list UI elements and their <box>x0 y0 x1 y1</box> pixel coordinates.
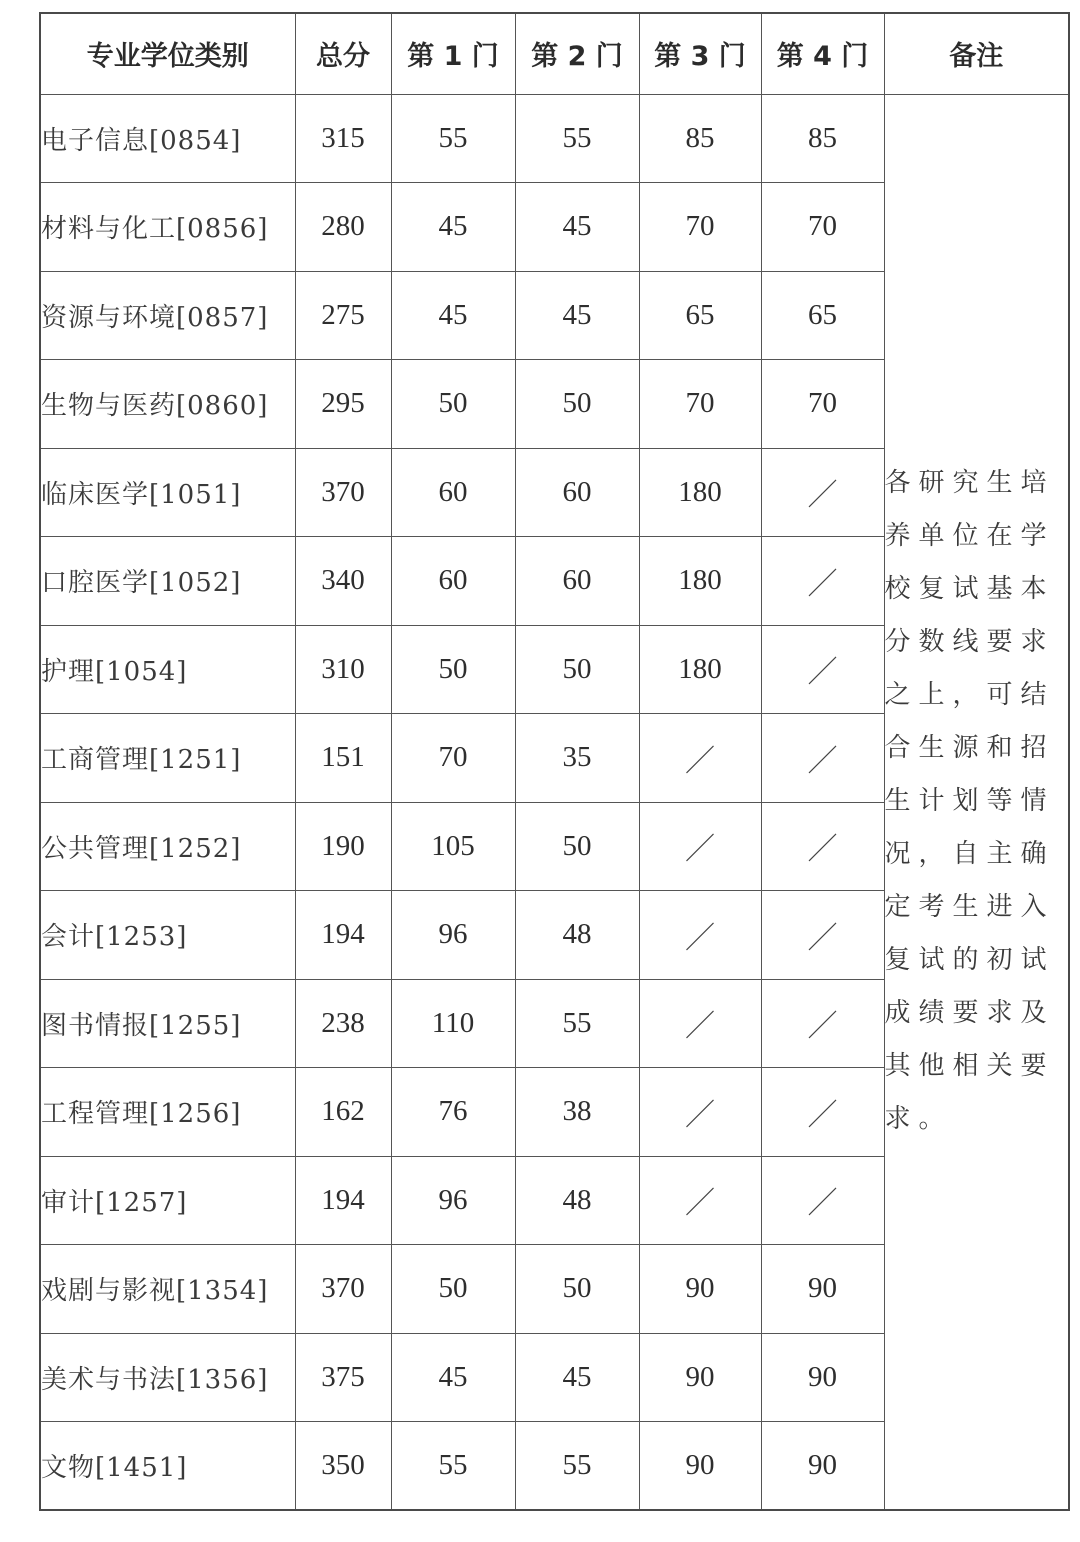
subject-4-score-cell: ／ <box>761 891 884 980</box>
total-score-cell: 295 <box>295 360 391 449</box>
category-cell: 护理[1054] <box>40 625 295 714</box>
subject-3-score-cell: 180 <box>639 448 761 537</box>
subject-4-score-cell: 90 <box>761 1245 884 1334</box>
category-cell: 资源与环境[0857] <box>40 271 295 360</box>
subject-1-score-cell: 55 <box>391 1422 515 1511</box>
header-subject-4: 第 4 门 <box>761 13 884 94</box>
total-score-cell: 340 <box>295 537 391 626</box>
subject-2-score-cell: 45 <box>515 183 639 272</box>
subject-3-score-cell: ／ <box>639 891 761 980</box>
subject-3-score-cell: 90 <box>639 1333 761 1422</box>
subject-3-score-cell: 180 <box>639 625 761 714</box>
category-cell: 文物[1451] <box>40 1422 295 1511</box>
subject-1-score-cell: 45 <box>391 183 515 272</box>
header-subject-2: 第 2 门 <box>515 13 639 94</box>
subject-1-score-cell: 76 <box>391 1068 515 1157</box>
total-score-cell: 275 <box>295 271 391 360</box>
subject-2-score-cell: 50 <box>515 360 639 449</box>
header-row <box>40 13 1069 94</box>
subject-3-score-cell: 90 <box>639 1245 761 1334</box>
total-score-cell: 162 <box>295 1068 391 1157</box>
category-cell: 会计[1253] <box>40 891 295 980</box>
category-cell: 审计[1257] <box>40 1156 295 1245</box>
category-cell: 工程管理[1256] <box>40 1068 295 1157</box>
subject-1-score-cell: 45 <box>391 1333 515 1422</box>
category-cell: 口腔医学[1052] <box>40 537 295 626</box>
total-score-cell: 350 <box>295 1422 391 1511</box>
subject-1-score-cell: 50 <box>391 625 515 714</box>
subject-4-score-cell: ／ <box>761 1156 884 1245</box>
table-body <box>40 94 1069 1510</box>
subject-2-score-cell: 55 <box>515 979 639 1068</box>
subject-4-score-cell: 70 <box>761 183 884 272</box>
subject-3-score-cell: 65 <box>639 271 761 360</box>
subject-4-score-cell: 70 <box>761 360 884 449</box>
total-score-cell: 315 <box>295 94 391 183</box>
subject-4-score-cell: ／ <box>761 448 884 537</box>
total-score-cell: 280 <box>295 183 391 272</box>
subject-2-score-cell: 38 <box>515 1068 639 1157</box>
subject-2-score-cell: 60 <box>515 448 639 537</box>
subject-3-score-cell: ／ <box>639 1068 761 1157</box>
total-score-cell: 310 <box>295 625 391 714</box>
subject-1-score-cell: 45 <box>391 271 515 360</box>
category-cell: 美术与书法[1356] <box>40 1333 295 1422</box>
subject-1-score-cell: 96 <box>391 891 515 980</box>
subject-2-score-cell: 45 <box>515 271 639 360</box>
category-cell: 电子信息[0854] <box>40 94 295 183</box>
subject-4-score-cell: 90 <box>761 1422 884 1511</box>
subject-3-score-cell: 90 <box>639 1422 761 1511</box>
subject-4-score-cell: ／ <box>761 625 884 714</box>
subject-1-score-cell: 105 <box>391 802 515 891</box>
subject-4-score-cell: 65 <box>761 271 884 360</box>
subject-4-score-cell: ／ <box>761 979 884 1068</box>
category-cell: 公共管理[1252] <box>40 802 295 891</box>
subject-3-score-cell: ／ <box>639 979 761 1068</box>
subject-2-score-cell: 50 <box>515 1245 639 1334</box>
total-score-cell: 194 <box>295 891 391 980</box>
header-subject-3: 第 3 门 <box>639 13 761 94</box>
total-score-cell: 375 <box>295 1333 391 1422</box>
subject-3-score-cell: ／ <box>639 1156 761 1245</box>
total-score-cell: 370 <box>295 1245 391 1334</box>
subject-2-score-cell: 45 <box>515 1333 639 1422</box>
header-remark: 备注 <box>884 13 1069 94</box>
subject-2-score-cell: 35 <box>515 714 639 803</box>
subject-2-score-cell: 55 <box>515 94 639 183</box>
subject-4-score-cell: ／ <box>761 537 884 626</box>
subject-1-score-cell: 60 <box>391 448 515 537</box>
total-score-cell: 151 <box>295 714 391 803</box>
header-subject-1: 第 1 门 <box>391 13 515 94</box>
subject-4-score-cell: 85 <box>761 94 884 183</box>
subject-3-score-cell: 70 <box>639 360 761 449</box>
category-cell: 生物与医药[0860] <box>40 360 295 449</box>
subject-2-score-cell: 50 <box>515 625 639 714</box>
subject-4-score-cell: ／ <box>761 1068 884 1157</box>
remark-cell: 各研究生培养单位在学校复试基本分数线要求之上，可结合生源和招生计划等情况，自主确定考生进入复试的初试成绩要求及其他相关要求。 <box>884 94 1069 1510</box>
table-row <box>40 94 1069 183</box>
subject-1-score-cell: 50 <box>391 360 515 449</box>
subject-1-score-cell: 60 <box>391 537 515 626</box>
subject-1-score-cell: 50 <box>391 1245 515 1334</box>
header-total: 总分 <box>295 13 391 94</box>
subject-3-score-cell: 70 <box>639 183 761 272</box>
subject-2-score-cell: 55 <box>515 1422 639 1511</box>
subject-1-score-cell: 55 <box>391 94 515 183</box>
subject-4-score-cell: 90 <box>761 1333 884 1422</box>
subject-3-score-cell: 180 <box>639 537 761 626</box>
score-table <box>39 12 1070 1511</box>
category-cell: 戏剧与影视[1354] <box>40 1245 295 1334</box>
category-cell: 临床医学[1051] <box>40 448 295 537</box>
category-cell: 图书情报[1255] <box>40 979 295 1068</box>
subject-4-score-cell: ／ <box>761 714 884 803</box>
subject-4-score-cell: ／ <box>761 802 884 891</box>
subject-2-score-cell: 60 <box>515 537 639 626</box>
total-score-cell: 238 <box>295 979 391 1068</box>
subject-2-score-cell: 50 <box>515 802 639 891</box>
total-score-cell: 194 <box>295 1156 391 1245</box>
category-cell: 材料与化工[0856] <box>40 183 295 272</box>
subject-2-score-cell: 48 <box>515 1156 639 1245</box>
subject-3-score-cell: ／ <box>639 714 761 803</box>
subject-1-score-cell: 110 <box>391 979 515 1068</box>
category-cell: 工商管理[1251] <box>40 714 295 803</box>
subject-1-score-cell: 96 <box>391 1156 515 1245</box>
total-score-cell: 370 <box>295 448 391 537</box>
subject-3-score-cell: ／ <box>639 802 761 891</box>
subject-2-score-cell: 48 <box>515 891 639 980</box>
header-category: 专业学位类别 <box>40 13 295 94</box>
subject-3-score-cell: 85 <box>639 94 761 183</box>
total-score-cell: 190 <box>295 802 391 891</box>
subject-1-score-cell: 70 <box>391 714 515 803</box>
